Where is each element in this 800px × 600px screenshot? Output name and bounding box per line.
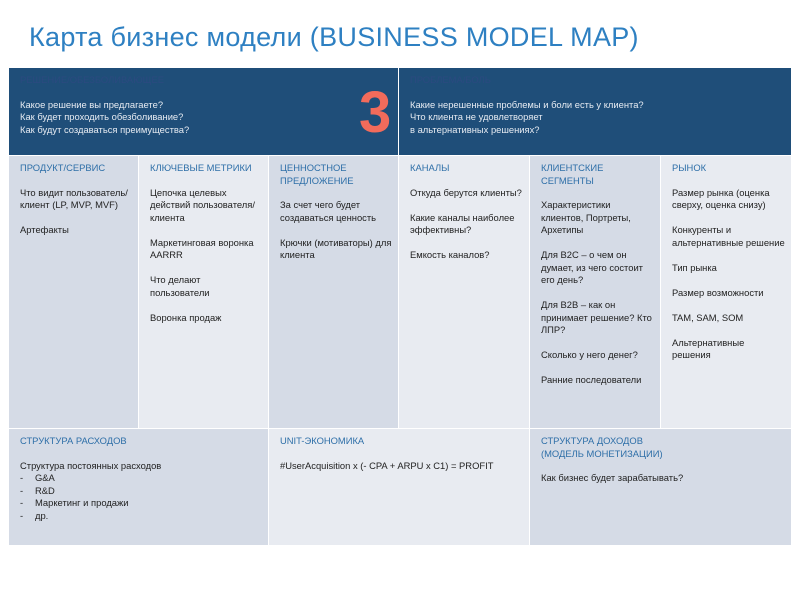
cell-text: Структура постоянных расходов: [20, 459, 162, 471]
dash-marker: -: [20, 472, 24, 483]
cell-channels: [399, 156, 530, 429]
cell-key-metrics: [139, 156, 269, 429]
cell-header: ПРОБЛЕМА/БОЛЬ: [410, 74, 491, 85]
cell-header: РЫНОК: [672, 162, 707, 173]
cell-text: Откуда берутся клиенты? Какие каналы наиболее эффективны? Емкость каналов?: [410, 186, 522, 260]
cell-text: Какое решение вы предлагаете? Как будет проходить обезболивание? Как будут создаваться преимущества?: [20, 98, 190, 135]
cell-text: Размер рынка (оценка сверху, оценка снизу) Конкуренты и альтернативные решение Тип рынка Размер возможности TAM, SAM, SOM Альтернативные решения: [672, 186, 785, 360]
business-model-map: [8, 67, 792, 546]
step-number: 3: [359, 80, 392, 145]
cell-solution: [9, 68, 399, 156]
dash-marker: -: [20, 497, 24, 508]
list-item: - G&A: [20, 472, 55, 483]
dash-marker: -: [20, 484, 24, 496]
dash-marker: -: [20, 509, 24, 521]
cell-text: Цепочка целевых действий пользователя/клиента Маркетинговая воронка AARRR Что делают пользователи Воронка продаж: [150, 186, 255, 323]
cell-text: Как бизнес будет зарабатывать?: [541, 472, 684, 483]
cell-header: КЛИЕНТСКИЕ СЕГМЕНТЫ: [541, 162, 604, 186]
cell-text: За счет чего будет создаваться ценность Крючки (мотиваторы) для клиента: [280, 199, 392, 260]
cell-market: [661, 156, 792, 429]
cell-header: ПРОДУКТ/СЕРВИС: [20, 162, 106, 173]
cell-cost-structure: [9, 429, 269, 546]
cell-header: РЕШЕНИЕ/ОБЕЗБОЛИВАЮЩЕЕ: [20, 74, 164, 85]
cell-text: Что видит пользователь/клиент (LP, MVP, MVF) Артефакты: [20, 186, 128, 235]
cell-unit-economics: [269, 429, 530, 546]
list-item: - R&D: [20, 484, 55, 496]
cost-list: [20, 472, 262, 522]
cell-problem: [399, 68, 792, 156]
list-item: - Маркетинг и продажи: [20, 497, 129, 508]
page-title: Карта бизнес модели (BUSINESS MODEL MAP): [29, 22, 639, 52]
cell-value-proposition: [269, 156, 399, 429]
cell-text: Какие нерешенные проблемы и боли есть у клиента? Что клиента не удовлетворяет в альтернативных решениях?: [410, 98, 644, 135]
cell-header: КЛЮЧЕВЫЕ МЕТРИКИ: [150, 162, 252, 173]
cell-revenue-structure: [530, 429, 792, 546]
cell-product: [9, 156, 139, 429]
cell-header: UNIT-ЭКОНОМИКА: [280, 435, 365, 446]
cell-text: Характеристики клиентов, Портреты, Архетипы Для B2C – о чем он думает, из чего состоит его день? Для B2B – как он принимает решение? Кто ЛПР? Сколько у него денег? Ранние последователи: [541, 199, 652, 385]
list-item: - др.: [20, 509, 49, 521]
cell-header: СТРУКТУРА РАСХОДОВ: [20, 435, 127, 446]
cell-customer-segments: [530, 156, 661, 429]
cell-header: ЦЕННОСТНОЕ ПРЕДЛОЖЕНИЕ: [280, 162, 354, 186]
cell-text: #UserAcquisition x (- CPA + ARPU x C1) = PROFIT: [280, 459, 494, 471]
cell-header: КАНАЛЫ: [410, 162, 450, 173]
cell-header: СТРУКТУРА ДОХОДОВ (МОДЕЛЬ МОНЕТИЗАЦИИ): [541, 435, 663, 459]
